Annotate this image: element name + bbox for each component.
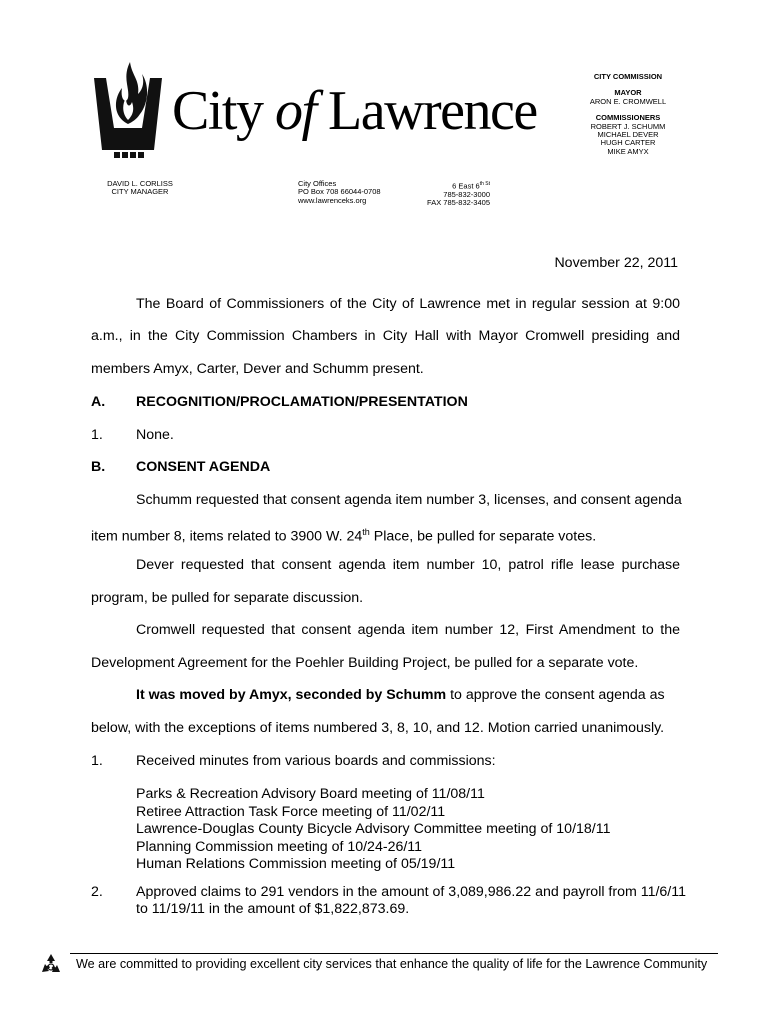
section-a-item-number: 1.	[91, 427, 103, 443]
website-link[interactable]: www.lawrenceks.org	[298, 195, 367, 205]
section-b-heading: B. CONSENT AGENDA	[91, 459, 271, 475]
meeting-date: November 22, 2011	[554, 255, 678, 271]
consent-paragraph-line: Schumm requested that consent agenda item number 3, licenses, and consent agenda	[136, 492, 682, 508]
commissioner-name: ROBERT J. SCHUMM	[590, 121, 666, 131]
commissioner-name: HUGH CARTER	[600, 138, 656, 148]
wordmark-city: City	[172, 80, 263, 142]
fax-number: FAX 785-832-3405	[427, 198, 490, 208]
section-a-item-text: None.	[136, 427, 174, 443]
list-item: Lawrence-Douglas County Bicycle Advisory Committee meeting of 10/18/11	[136, 821, 611, 837]
offices-label: City Offices	[298, 179, 337, 188]
motion-line: It was moved by Amyx, seconded by Schumm to approve the consent agenda as	[136, 687, 665, 703]
commissioner-name: MIKE AMYX	[607, 146, 649, 156]
wordmark-of: of	[274, 80, 316, 142]
manager-name: DAVID L. CORLISS	[107, 179, 173, 188]
motion-line: below, with the exceptions of items numbered 3, 8, 10, and 12. Motion carried unanimously.	[91, 720, 665, 736]
list-item: Planning Commission meeting of 10/24-26/11	[136, 838, 423, 855]
intro-line: a.m., in the City Commission Chambers in City Hall with Mayor Cromwell presiding and	[91, 328, 680, 344]
wordmark-lawrence: Lawrence	[328, 80, 537, 142]
po-box: PO Box 708 66044-0708	[298, 187, 381, 197]
commissioners-title: COMMISSIONERS	[595, 113, 661, 123]
consent-paragraph-line: Cromwell requested that consent agenda item number 12, First Amendment to the	[136, 622, 680, 638]
section-a-heading: A. RECOGNITION/PROCLAMATION/PRESENTATION	[91, 394, 468, 410]
mayor-name: ARON E. CROMWELL	[589, 96, 667, 106]
intro-line: The Board of Commissioners of the City of Lawrence met in regular session at 9:00	[136, 296, 680, 312]
motion-bold-text: It was moved by Amyx, seconded by Schumm	[136, 687, 447, 703]
list-item: Parks & Recreation Advisory Board meeting of 11/08/11	[136, 786, 485, 802]
consent-item-number: 1.	[91, 753, 103, 769]
commission-roster	[578, 73, 678, 156]
city-offices-block	[298, 180, 381, 205]
consent-paragraph-line: item number 8, items related to 3900 W. 24th Place, be pulled for separate votes.	[91, 527, 597, 545]
manager-title: CITY MANAGER	[111, 187, 169, 197]
consent-item-number: 2.	[91, 884, 103, 900]
street-address: 6 East $6^{th St}$	[452, 181, 490, 191]
consent-item-text: to 11/19/11 in the amount of $1,822,873.69.	[136, 901, 410, 917]
footer-divider	[70, 953, 718, 954]
contact-block	[424, 180, 490, 208]
minutes-list	[136, 786, 610, 874]
recycle-icon	[38, 952, 64, 978]
mayor-title: MAYOR	[614, 88, 642, 98]
phone-number: 785-832-3000	[443, 189, 490, 199]
commission-title: CITY COMMISSION	[593, 72, 663, 81]
consent-paragraph-line: Dever requested that consent agenda item number 10, patrol rifle lease purchase	[136, 557, 680, 573]
consent-paragraph-line: Development Agreement for the Poehler Building Project, be pulled for a separate vote.	[91, 655, 639, 671]
list-item: Retiree Attraction Task Force meeting of 11/02/11	[136, 803, 446, 820]
footer-mission-statement: We are committed to providing excellent city services that enhance the quality of life for the Lawrence Community	[76, 957, 708, 971]
city-manager-block	[100, 180, 180, 197]
intro-line: members Amyx, Carter, Dever and Schumm present.	[91, 361, 424, 377]
city-wordmark	[172, 79, 537, 143]
list-item: Human Relations Commission meeting of 05/19/11	[136, 856, 456, 872]
city-torch-logo-icon	[92, 58, 164, 162]
consent-item-text: Received minutes from various boards and commissions:	[136, 753, 496, 769]
consent-item-text: Approved claims to 291 vendors in the amount of 3,089,986.22 and payroll from 11/6/11	[136, 884, 686, 900]
consent-paragraph-line: program, be pulled for separate discussion.	[91, 590, 364, 606]
commissioner-name: MICHAEL DEVER	[597, 130, 659, 140]
